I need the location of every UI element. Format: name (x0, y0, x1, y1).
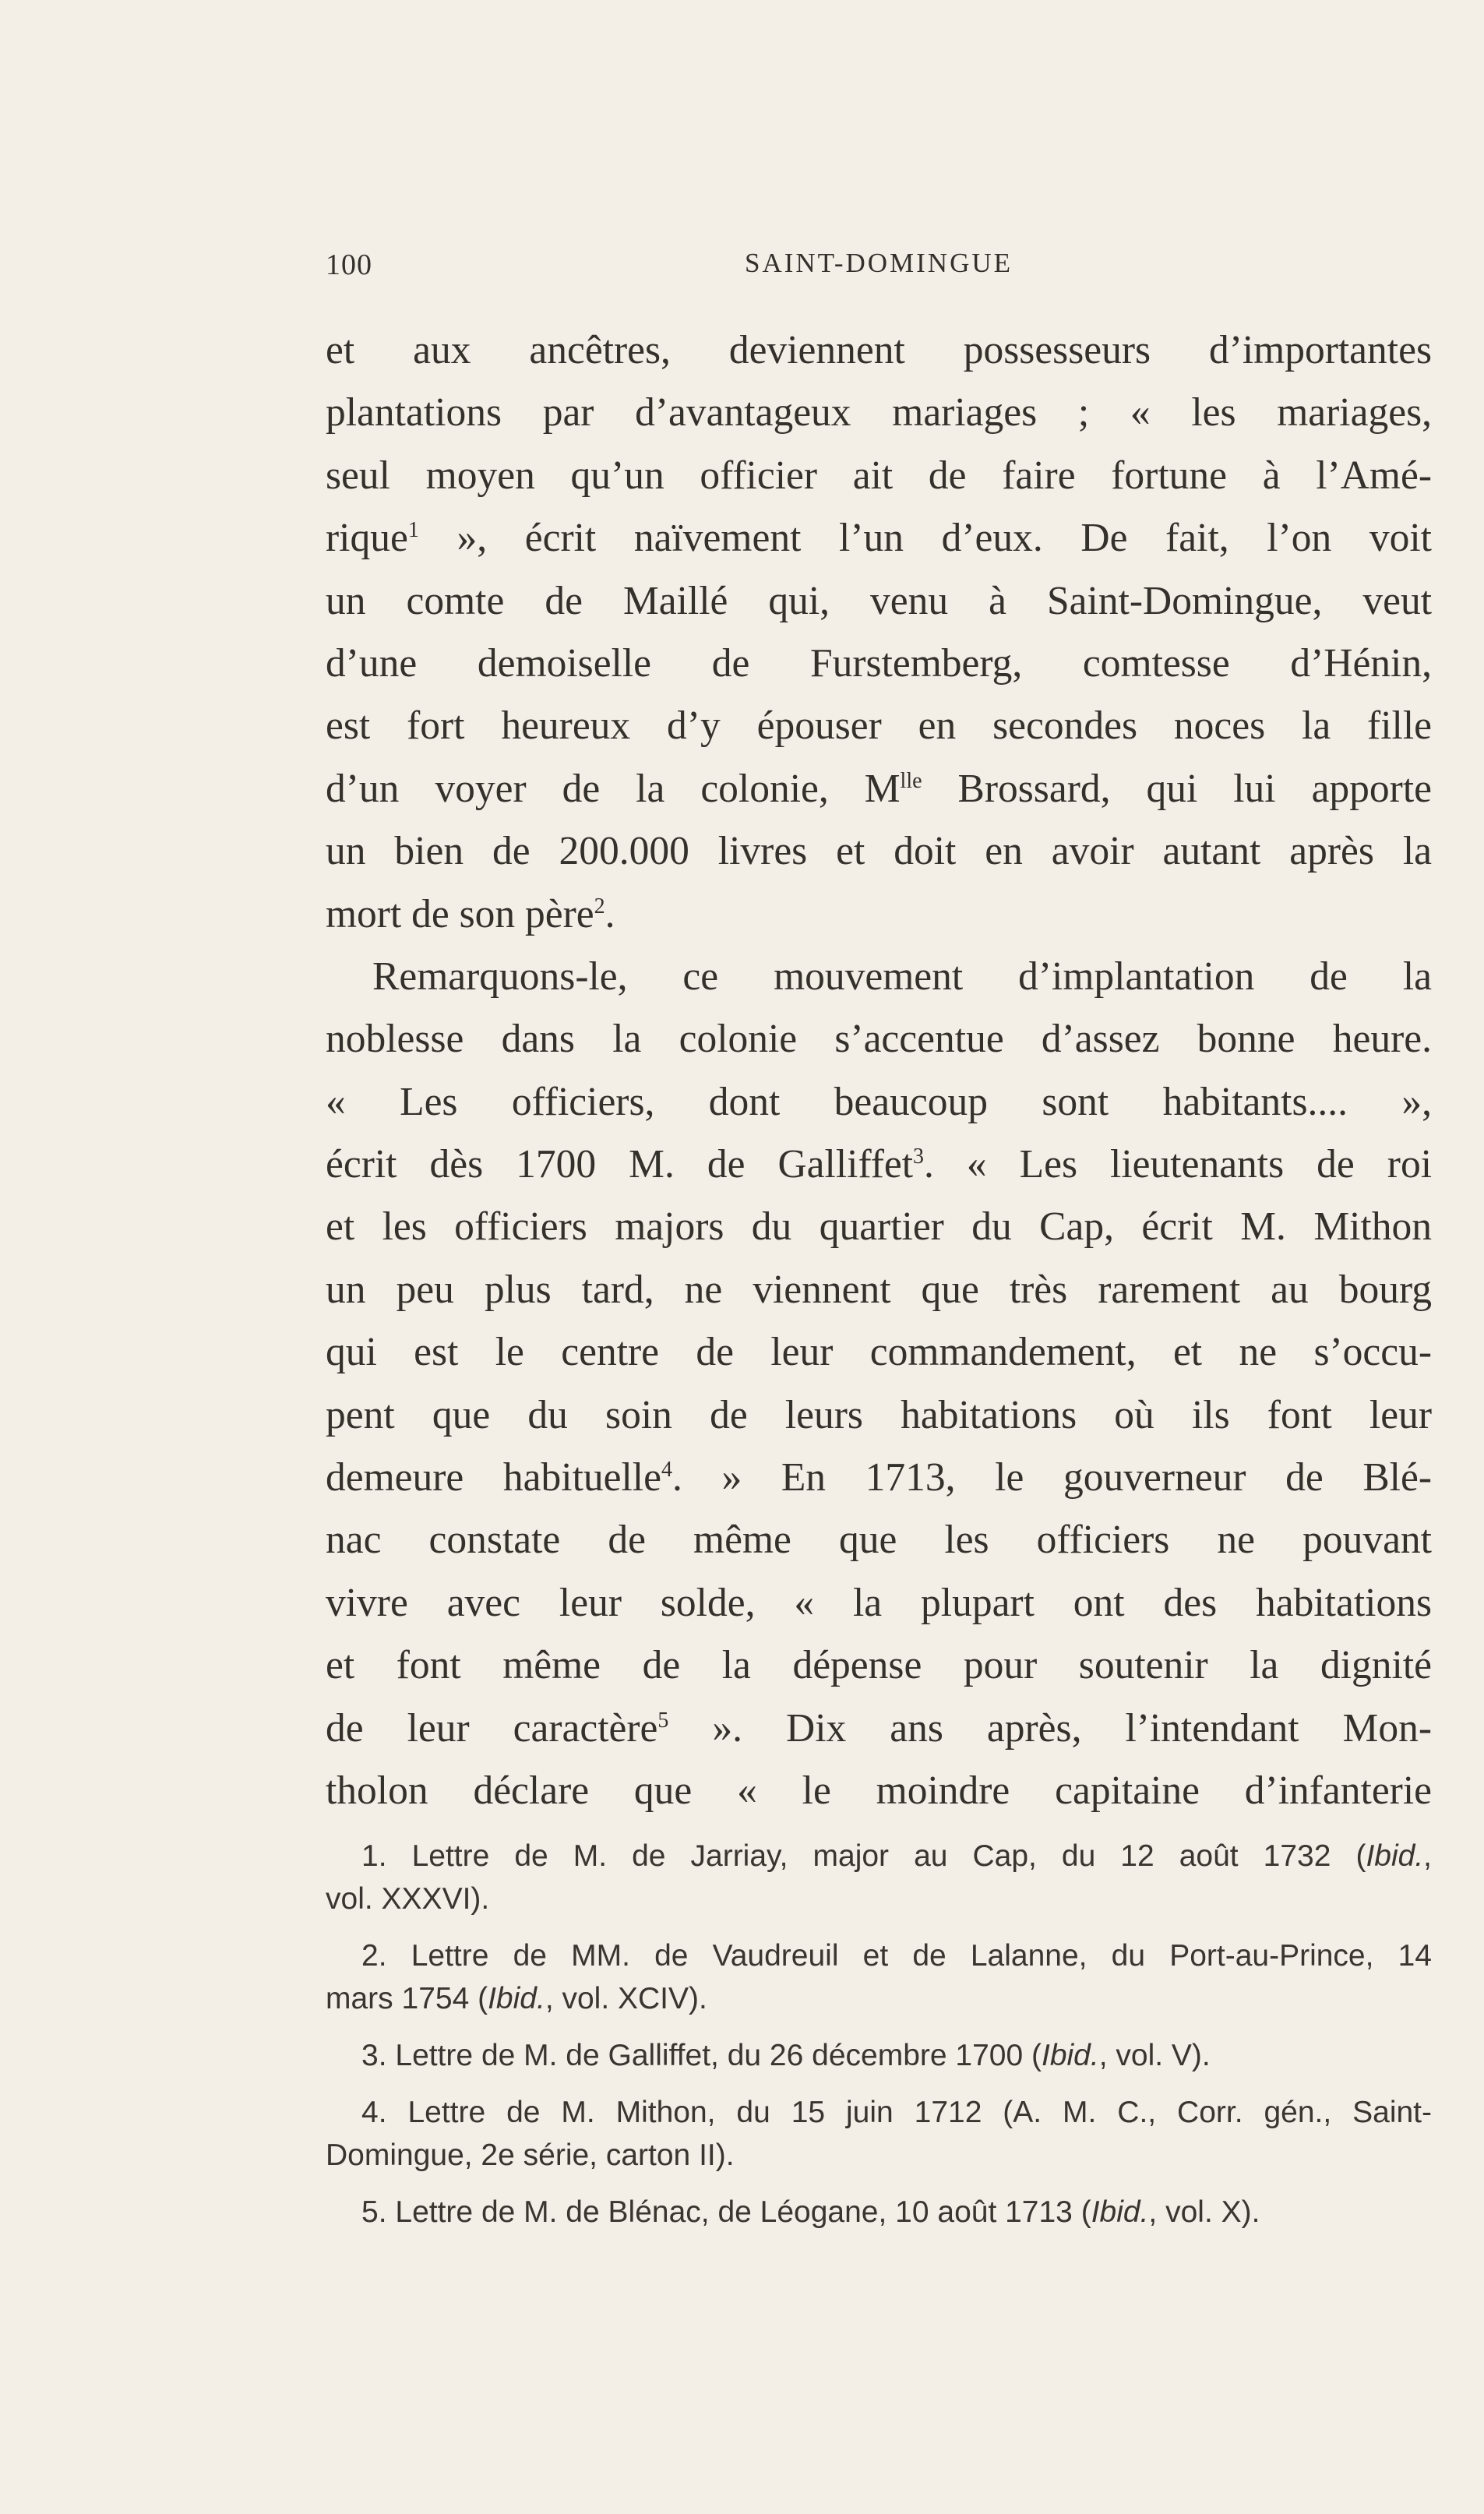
note-ref: 1 (407, 518, 419, 543)
footnote-ibid: Ibid. (1041, 2039, 1099, 2072)
text-line: est fort heureux d’y épouser en secondes noces la fille (326, 703, 1432, 749)
footnote-line (326, 2091, 1432, 2134)
text-line: et font même de la dépense pour soutenir la dignité (326, 1643, 1432, 1688)
text-fragment: rique (326, 516, 408, 561)
text-line (326, 1134, 1432, 1196)
text-fragment: demeure habituelle (326, 1455, 661, 1500)
footnote-line (326, 1934, 1432, 1977)
text-fragment: . « Les lieutenants de roi (924, 1142, 1433, 1187)
text-fragment: . (605, 891, 615, 936)
footnote-text: , (1423, 1839, 1432, 1873)
text-fragment: écrit dès 1700 M. de Galliffet (326, 1142, 914, 1187)
footnotes (326, 1835, 1432, 2248)
footnote-text: Lettre de M. de Jarriay, major au Cap, du 12 août 1732 ( (411, 1839, 1366, 1873)
footnote-number: 4. (361, 2096, 387, 2129)
footnote-2 (326, 1934, 1432, 2020)
footnote-line: vol. XXXVI). (326, 1882, 490, 1916)
text-line: et aux ancêtres, deviennent possesseurs d’importantes (326, 328, 1432, 372)
text-line: d’une demoiselle de Furstemberg, comtesse d’Hénin, (326, 640, 1432, 686)
text-line: un bien de 200.000 livres et doit en avoir autant après la (326, 829, 1432, 874)
footnote-3 (326, 2034, 1432, 2077)
footnote-number: 2. (361, 1939, 387, 1973)
text-line: pent que du soin de leurs habitations où ils font leur (326, 1392, 1432, 1437)
text-fragment: d’un voyer de la colonie, M (326, 766, 901, 811)
text-line (326, 1447, 1432, 1509)
text-line: un peu plus tard, ne viennent que très rarement au bourg (326, 1267, 1432, 1312)
footnote-text: Lettre de M. de Galliffet, du 26 décembre 1700 ( (395, 2039, 1042, 2072)
text-fragment: ». Dix ans après, l’intendant Mon- (668, 1705, 1432, 1751)
text-line: seul moyen qu’un officier ait de faire fortune à l’Amé- (326, 453, 1432, 498)
footnote-5 (326, 2191, 1432, 2234)
running-title: SAINT-DOMINGUE (744, 248, 1013, 278)
footnote-number: 3. (361, 2039, 387, 2072)
text-fragment: Brossard, qui lui apporte (922, 766, 1432, 811)
page-number: 100 (326, 249, 372, 281)
text-line (326, 758, 1432, 820)
footnote-number: 1. (361, 1839, 387, 1873)
footnote-text: mars 1754 ( (326, 1982, 488, 2015)
footnote-text: Lettre de M. Mithon, du 15 juin 1712 (A. M. C., Corr. gén., Saint- (407, 2096, 1432, 2129)
text-line: qui est le centre de leur commandement, et ne s’occu- (326, 1330, 1432, 1375)
running-head (326, 248, 1432, 294)
footnote-line (326, 1977, 1432, 2020)
text-line: vivre avec leur solde, « la plupart ont des habitations (326, 1580, 1432, 1625)
footnote-text: , vol. X). (1148, 2195, 1260, 2229)
text-fragment: mort de son père (326, 891, 594, 936)
text-fragment: de leur caractère (326, 1705, 658, 1751)
text-line: un comte de Maillé qui, venu à Saint-Domingue, veut (326, 578, 1432, 623)
note-ref: 4 (661, 1457, 672, 1482)
footnote-text: , vol. XCIV). (545, 1982, 707, 2015)
text-line (326, 883, 1432, 946)
footnote-line (326, 1835, 1432, 1878)
text-line: plantations par d’avantageux mariages ; « les mariages, (326, 390, 1432, 435)
text-line (326, 507, 1432, 569)
text-line: noblesse dans la colonie s’accentue d’assez bonne heure. (326, 1017, 1432, 1062)
footnote-number: 5. (361, 2195, 387, 2229)
text-line: et les officiers majors du quartier du Cap, écrit M. Mithon (326, 1204, 1432, 1250)
footnote-line (326, 2034, 1432, 2077)
footnote-text: , vol. V). (1098, 2039, 1211, 2072)
text-line: tholon déclare que « le moindre capitaine d’infanterie (326, 1768, 1432, 1813)
footnote-4 (326, 2091, 1432, 2177)
body-text (326, 319, 1432, 1822)
footnote-1 (326, 1835, 1432, 1920)
text-line: nac constate de même que les officiers ne pouvant (326, 1518, 1432, 1563)
note-ref: 2 (594, 894, 605, 919)
text-line (326, 1698, 1432, 1760)
footnote-text: Lettre de M. de Blénac, de Léogane, 10 août 1713 ( (395, 2195, 1091, 2229)
text-fragment: . » En 1713, le gouverneur de Blé- (672, 1455, 1432, 1500)
superscript: lle (900, 768, 922, 793)
text-fragment: », écrit naïvement l’un d’eux. De fait, l’on voit (418, 516, 1432, 561)
footnote-ibid: Ibid. (1366, 1839, 1424, 1873)
footnote-line: Domingue, 2e série, carton II). (326, 2138, 735, 2172)
footnote-ibid: Ibid. (488, 1982, 545, 2015)
note-ref: 5 (657, 1708, 669, 1733)
footnote-text: Lettre de MM. de Vaudreuil et de Lalanne, du Port-au-Prince, 14 (411, 1939, 1432, 1973)
text-line: « Les officiers, dont beaucoup sont habitants.... », (326, 1079, 1432, 1124)
note-ref: 3 (913, 1144, 925, 1169)
footnote-line (326, 2191, 1432, 2234)
footnote-ibid: Ibid. (1091, 2195, 1149, 2229)
text-line: Remarquons-le, ce mouvement d’implantation de la (372, 954, 1432, 999)
